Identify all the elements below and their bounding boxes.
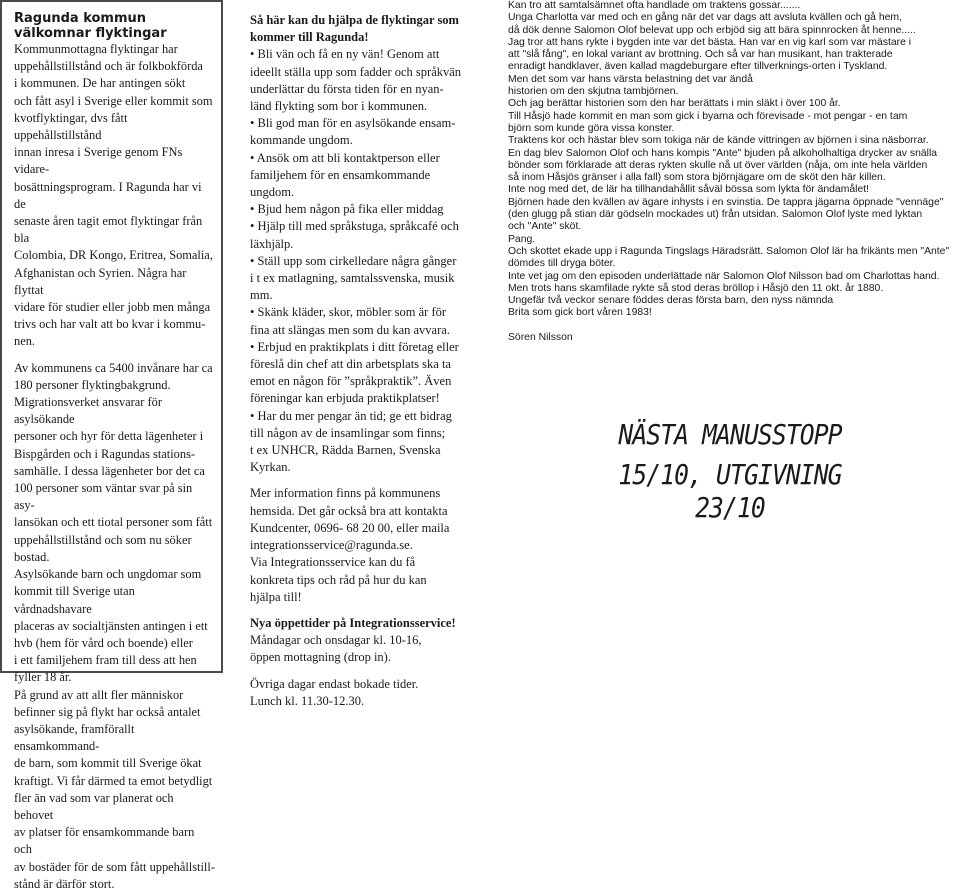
text-line: Asylsökande barn och ungdomar som: [14, 567, 202, 582]
text-line: samhälle. I dessa lägenheter bor det ca: [14, 463, 205, 478]
info-line: Mer information finns på kommunens: [250, 486, 441, 501]
story-line: så inom Håsjös gränser i alla fall) som stora björnjägare om de sköt den här killen.: [508, 172, 886, 184]
text-line: uppehållstillstånd och som nu söker: [14, 532, 192, 547]
story-line: enradigt handklaver, även kallad magdeburgare efter tillverknings-orten i Tyskland.: [508, 61, 888, 73]
text-line: nen.: [14, 334, 35, 349]
help-item-line: i t ex matlagning, samtalssvenska, musik: [250, 271, 455, 286]
text-line: av bostäder för de som fått uppehållstill-: [14, 859, 215, 874]
text-line: lansökan och ett tiotal personer som fått: [14, 515, 213, 530]
story-line: Och jag berättar historien som den har berättats i min släkt i över 100 år.: [508, 98, 841, 110]
section-gap: [250, 606, 465, 615]
info-line: Övriga dagar endast bokade tider.: [250, 676, 419, 691]
story-text: [508, 0, 956, 320]
hours-line: Måndagar och onsdagar kl. 10-16,: [250, 633, 422, 648]
text-line: fler än vad som var planerat och behovet: [14, 790, 174, 822]
story-line: Och skottet ekade upp i Ragunda Tingslags Häradsrätt. Salomon Olof lär ha frikänts men "Ante": [508, 245, 950, 257]
story-line: historien om den skjutna tambjörnen.: [508, 86, 679, 98]
text-line: 100 personer som väntar svar på sin asy-: [14, 481, 193, 513]
article-heading-line-1: Ragunda kommun: [14, 11, 147, 26]
text-line: personer och hyr för detta lägenheter i: [14, 429, 204, 444]
help-item-line: • Hjälp till med språkstuga, språkcafé och: [250, 219, 459, 234]
how-to-help-article: [250, 12, 465, 710]
story-line: Pang.: [508, 233, 536, 245]
story-line: Inte nog med det, de lär ha tillhandahållit såväl bössa som lykta för ändamålet!: [508, 184, 869, 196]
help-item-line: underlättar du första tiden för en nyan-: [250, 81, 444, 96]
help-item-line: till någon av de insamlingar som finns;: [250, 425, 446, 440]
text-line: uppehållstillstånd och är folkbokförda: [14, 59, 203, 74]
text-line: kommit till Sverige utan vårdnadshavare: [14, 584, 135, 616]
help-item-line: ideellt ställa upp som fadder och språkvän: [250, 64, 462, 79]
info-line: integrationsservice@ragunda.se.: [250, 538, 413, 553]
help-item-line: • Bli god man för en asylsökande ensam-: [250, 116, 456, 131]
help-item-line: emot en någon för ”språkpraktik”. Även: [250, 374, 452, 389]
text-line: bosättningsprogram. I Ragunda har vi de: [14, 179, 202, 211]
text-line: kvotflyktingar, dvs fått uppehållstillstånd: [14, 110, 128, 143]
help-item-line: • Bjud hem någon på fika eller middag: [250, 202, 444, 217]
text-line: På grund av att allt fler människor: [14, 687, 184, 702]
story-line: Unga Charlotta var med och en gång när det var dags att avsluta kvällen och gå hem,: [508, 12, 902, 24]
text-line: 180 personer flyktingbakgrund.: [14, 377, 171, 392]
opening-hours: [250, 632, 465, 666]
story-line: Ungefär två veckor senare föddes deras första barn, den nyss nämnda: [508, 295, 834, 307]
article-paragraph-2: [14, 360, 215, 893]
article-paragraph-1: [14, 41, 215, 351]
text-line: fyller 18 år.: [14, 670, 72, 685]
opening-hours-title: Nya öppettider på Integrationsservice!: [250, 615, 456, 630]
story-line: att "slå fång", en lokal variant av brottning. Och så var han musikant, han trakterade: [508, 49, 893, 61]
help-item-line: familjehem för en ensamkommande: [250, 167, 431, 182]
text-line: Migrationsverket ansvarar för asylsökande: [14, 395, 162, 427]
local-history-story: [508, 0, 956, 343]
help-heading-line-2: kommer till Ragunda!: [250, 30, 369, 45]
text-line: trivs och har valt att bo kvar i kommu-: [14, 317, 206, 332]
text-line: asylsökande, framförallt ensamkommand-: [14, 721, 135, 754]
text-line: innan inresa i Sverige genom FNs vidare-: [14, 145, 183, 177]
text-line: Kommunmottagna flyktingar har: [14, 42, 178, 56]
text-line: bostad.: [14, 549, 50, 564]
text-line: hvb (hem för vård och boende) eller: [14, 635, 193, 650]
story-line: Kan tro att samtalsämnet ofta handlade om traktens gossar.......: [508, 0, 801, 11]
help-item-line: ungdom.: [250, 185, 295, 200]
story-line: Inte vet jag om den episoden underlättade när Salomon Olof Nilsson bad om Charlottas hand.: [508, 270, 940, 282]
text-line: placeras av socialtjänsten antingen i ett: [14, 618, 208, 633]
help-item-line: • Ansök om att bli kontaktperson eller: [250, 150, 440, 165]
help-item-line: • Erbjud en praktikplats i ditt företag eller: [250, 339, 459, 354]
help-item-line: föreslå din chef att din arbetsplats ska ta: [250, 357, 451, 372]
section-gap: [250, 667, 465, 676]
story-line: Men det som var hans värsta belastning det var ändå: [508, 73, 753, 85]
story-line: Jag tror att hans rykte i bygden inte var det bästa. Han var en vig karl som var mästare i: [508, 36, 912, 48]
text-line: och fått asyl i Sverige eller kommit som: [14, 93, 213, 108]
story-line: Men trots hans skamfilade rykte så stod deras bröllop i Håsjö den 11 okt. år 1880.: [508, 282, 884, 294]
story-line: då dök denne Salomon Olof belevat upp och erbjöd sig att bära spinnrocken åt henne.....: [508, 24, 916, 36]
info-line: konkreta tips och råd på hur du kan: [250, 572, 427, 587]
section-gap: [250, 476, 465, 485]
text-line: av platser för ensamkommande barn och: [14, 825, 195, 857]
help-list: [250, 46, 465, 476]
info-line: Lunch kl. 11.30-12.30.: [250, 693, 365, 708]
help-item-line: • Bli vän och få en ny vän! Genom att: [250, 47, 440, 62]
story-line: och "Ante" sköt.: [508, 221, 582, 233]
text-line: vidare för studier eller jobb men många: [14, 300, 211, 315]
story-line: (den glugg på stian där gödseln mockades ut) från utsidan. Salomon Olof lyste med lyktan: [508, 209, 923, 221]
help-item-line: Kyrkan.: [250, 460, 291, 475]
help-item-line: kommande ungdom.: [250, 133, 353, 148]
story-line: Björnen hade den kvällen av ägare inhysts i en svinstia. De tappra jägarna öppnade "vennäge": [508, 196, 944, 208]
story-line: dömdes till dryga böter.: [508, 258, 616, 270]
help-item-line: • Skänk kläder, skor, möbler som är för: [250, 305, 447, 320]
text-line: Bispgården och i Ragundas stations-: [14, 446, 196, 461]
help-item-line: t ex UNHCR, Rädda Barnen, Svenska: [250, 443, 441, 458]
deadline-notice-line-2: 15/10, UTGIVNING 23/10: [618, 458, 842, 524]
help-heading-line-1: Så här kan du hjälpa de flyktingar som: [250, 13, 459, 27]
info-line: Kundcenter, 0696- 68 20 00, eller maila: [250, 520, 450, 535]
text-line: kraftigt. Vi får därmed ta emot betydligt: [14, 773, 213, 788]
help-item-line: mm.: [250, 288, 273, 303]
info-line: hjälpa till!: [250, 589, 302, 604]
help-item-line: • Har du mer pengar än tid; ge ett bidrag: [250, 408, 452, 423]
story-line: bönder som förklarade att deras rykten skulle nå ut över världen (nåja, om inte hela världen: [508, 159, 928, 171]
text-line: i ett familjehem fram till dess att hen: [14, 653, 197, 668]
article-heading-line-2: välkomnar flyktingar: [14, 26, 167, 41]
hours-line: öppen mottagning (drop in).: [250, 650, 391, 665]
help-item-line: länd flykting som bor i kommunen.: [250, 99, 428, 114]
help-item-line: föreningar kan erbjuda praktikplatser!: [250, 391, 440, 406]
help-item-line: läxhjälp.: [250, 236, 294, 251]
text-line: Av kommunens ca 5400 invånare har ca: [14, 360, 213, 375]
story-line: Brita som gick bort våren 1983!: [508, 307, 652, 319]
paragraph-gap: [14, 351, 215, 360]
info-line: Via Integrationsservice kan du få: [250, 555, 416, 570]
help-item-line: • Ställ upp som cirkelledare några gånger: [250, 253, 457, 268]
help-item-line: fina att slängas men som du kan avvara.: [250, 322, 450, 337]
story-line: Traktens kor och hästar blev som tokiga när de kände vittringen av björnen i sina näsborrar.: [508, 135, 929, 147]
contact-info: [250, 485, 465, 605]
other-days-info: [250, 676, 465, 710]
story-line: Till Håsjö hade kommit en man som gick i byarna och förevisade - mot pengar - en tam: [508, 110, 908, 122]
refugee-welcome-article: [0, 0, 223, 891]
text-line: senaste åren tagit emot flyktingar från bla: [14, 214, 203, 246]
story-line: björn som kunde göra vissa konster.: [508, 122, 675, 134]
text-line: Colombia, DR Kongo, Eritrea, Somalia,: [14, 248, 213, 263]
text-line: stånd är därför stort.: [14, 876, 115, 891]
text-line: i kommunen. De har antingen sökt: [14, 76, 186, 91]
text-line: befinner sig på flykt har också antalet: [14, 704, 201, 719]
info-line: hemsida. Det går också bra att kontakta: [250, 503, 448, 518]
deadline-notice-line-1: NÄSTA MANUSSTOPP: [618, 418, 842, 451]
story-line: En dag blev Salomon Olof och hans kompis "Ante" bjuden på alkoholhaltiga drycker av snälla: [508, 147, 938, 159]
story-author: Sören Nilsson: [508, 332, 573, 343]
text-line: Afghanistan och Syrien. Några har flyttat: [14, 265, 187, 297]
text-line: de barn, som kommit till Sverige ökat: [14, 756, 202, 771]
